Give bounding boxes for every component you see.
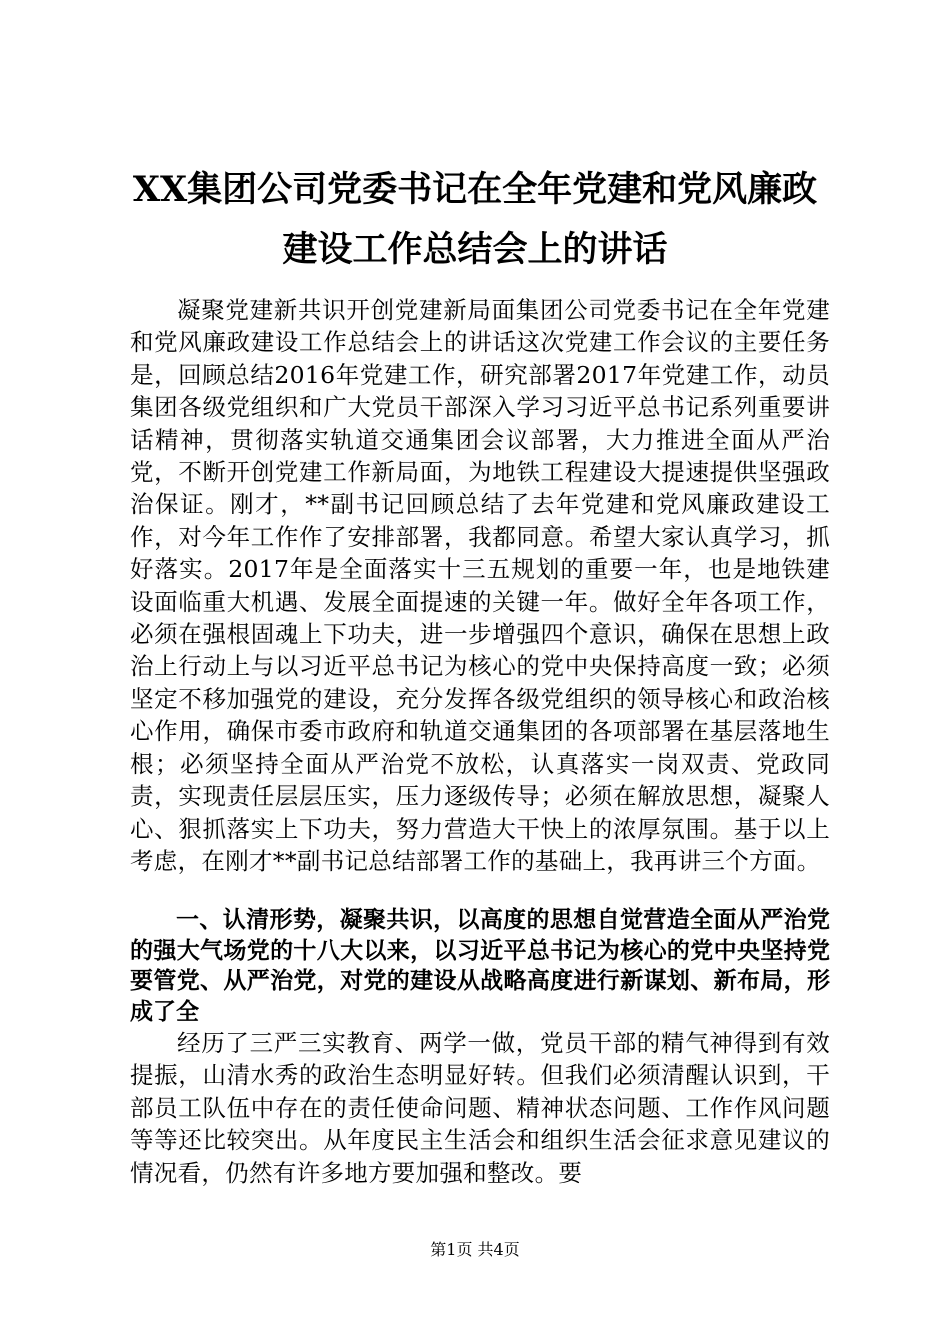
title-line-1: XX集团公司党委书记在全年党建和党风廉政	[132, 169, 818, 210]
page-footer: 第1页 共4页	[430, 1240, 520, 1259]
title-line-2: 建设工作总结会上的讲话	[282, 229, 668, 270]
section-heading-1: 一、认清形势，凝聚共识，以高度的思想自觉营造全面从严治党的强大气场党的十八大以来，以习近平总书记为核心的党中央坚持党要管党、从严治党，对党的建设从战略高度进行新谋划、新布局，形成了全	[130, 907, 830, 1025]
document-title	[120, 160, 830, 280]
body-paragraph-1: 凝聚党建新共识开创党建新局面集团公司党委书记在全年党建和党风廉政建设工作总结会上的讲话这次党建工作会议的主要任务是，回顾总结2016年党建工作，研究部署2017年党建工作，动员集团各级党组织和广大党员干部深入学习习近平总书记系列重要讲话精神，贯彻落实轨道交通集团会议部署，大力推进全面从严治党，不断开创党建工作新局面，为地铁工程建设大提速提供坚强政治保证。刚才，**副书记回顾总结了去年党建和党风廉政建设工作，对今年工作作了安排部署，我都同意。希望大家认真学习，抓好落实。2017年是全面落实十三五规划的重要一年，也是地铁建设面临重大机遇、发展全面提速的关键一年。做好全年各项工作，必须在强根固魂上下功夫，进一步增强四个意识，确保在思想上政治上行动上与以习近平总书记为核心的党中央保持高度一致；必须坚定不移加强党的建设，充分发挥各级党组织的领导核心和政治核心作用，确保市委市政府和轨道交通集团的各项部署在基层落地生根；必须坚持全面从严治党不放松，认真落实一岗双责、党政同责，实现责任层层压实，压力逐级传导；必须在解放思想，凝聚人心、狠抓落实上下功夫，努力营造大干快上的浓厚氛围。基于以上考虑，在刚才**副书记总结部署工作的基础上，我再讲三个方面。	[130, 296, 830, 875]
body-paragraph-2: 经历了三严三实教育、两学一做，党员干部的精气神得到有效提振，山清水秀的政治生态明显好转。但我们必须清醒认识到，干部员工队伍中存在的责任使命问题、精神状态问题、工作作风问题等等还比较突出。从年度民主生活会和组织生活会征求意见建议的情况看，仍然有许多地方要加强和整改。要	[130, 1029, 830, 1187]
